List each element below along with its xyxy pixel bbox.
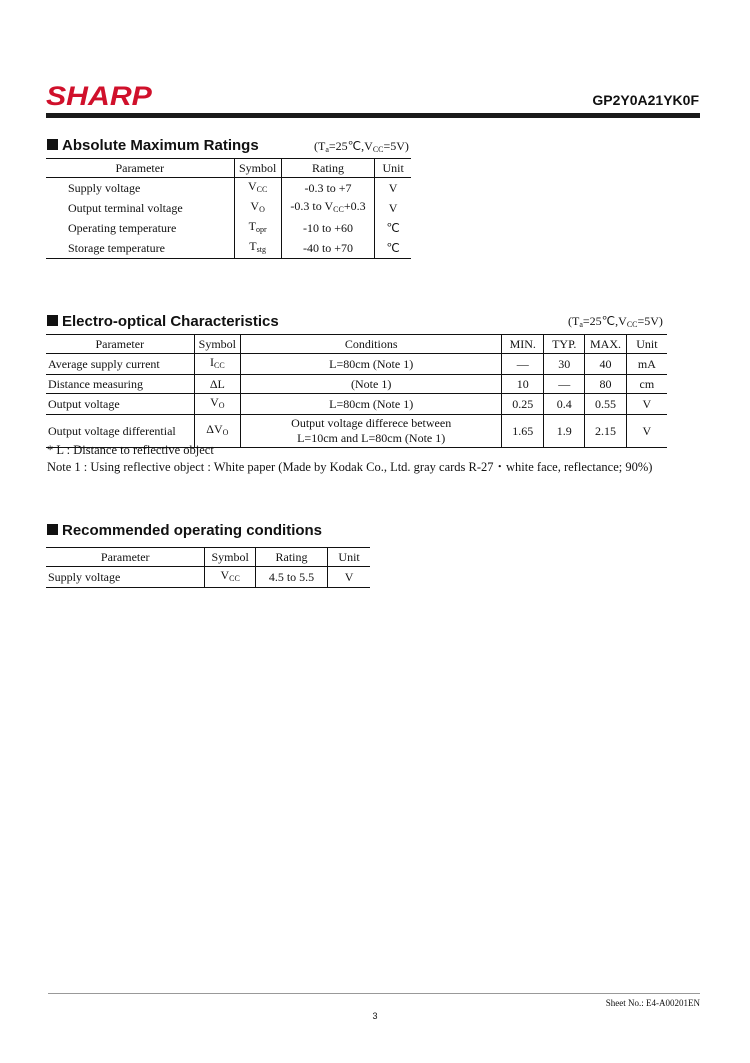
symbol-cell: $V_{CC}$: [234, 178, 281, 199]
electro-table: [46, 334, 667, 448]
max-cell: 80: [585, 375, 627, 394]
param-cell: Operating temperature: [68, 220, 177, 235]
recommended-title: [47, 522, 322, 539]
col-parameter: Parameter: [46, 159, 234, 178]
header-rule: [46, 113, 700, 118]
min-cell: —: [502, 354, 544, 375]
symbol-cell: $T_{opr}$: [234, 218, 281, 238]
col-unit: Unit: [375, 159, 411, 178]
symbol-cell: $\Delta V_O$: [194, 415, 241, 448]
min-cell: 1.65: [502, 415, 544, 448]
table-row: [46, 394, 667, 415]
unit-cell: V: [626, 394, 667, 415]
symbol-cell: $V_O$: [234, 198, 281, 218]
note-1: Note 1 : Using reflective object : White paper (Made by Kodak Co., Ltd. gray cards R-27・white face, reflectance; 90%): [47, 460, 653, 474]
param-cell: Supply voltage: [68, 180, 141, 195]
param-cell: Distance measuring: [46, 375, 194, 394]
max-cell: 0.55: [585, 394, 627, 415]
rating-cell: -0.3 to +7: [281, 178, 375, 199]
param-cell: Supply voltage: [46, 567, 205, 588]
param-cell: Average supply current: [46, 354, 194, 375]
col-rating: Rating: [281, 159, 375, 178]
col-parameter: Parameter: [46, 335, 194, 354]
col-conditions: Conditions: [241, 335, 502, 354]
col-unit: Unit: [328, 548, 370, 567]
notes: [47, 442, 652, 476]
conditions-cell: Output voltage differece between L=10cm and L=80cm (Note 1): [241, 415, 502, 448]
table-row: [46, 178, 411, 199]
abs-max-title: [47, 137, 259, 154]
rating-cell: -0.3 to $V_{CC}+0.3$: [281, 198, 375, 218]
abs-max-title-text: Absolute Maximum Ratings: [62, 137, 259, 154]
recommended-table: [46, 547, 370, 588]
table-row: [46, 375, 667, 394]
note-star: * L : Distance to reflective object: [47, 443, 214, 457]
sheet-number: Sheet No.: E4-A00201EN: [605, 998, 700, 1008]
min-cell: 0.25: [502, 394, 544, 415]
rating-cell: -40 to +70: [281, 238, 375, 259]
unit-cell: cm: [626, 375, 667, 394]
table-row: [46, 218, 411, 238]
param-cell: Output voltage: [46, 394, 194, 415]
electro-conditions: $(T_a=25℃,V_{CC}=5V)$: [568, 314, 663, 329]
symbol-cell: $V_{CC}$: [205, 567, 255, 588]
max-cell: 2.15: [585, 415, 627, 448]
unit-cell: V: [626, 415, 667, 448]
rating-cell: -10 to +60: [281, 218, 375, 238]
square-bullet-icon: [47, 524, 58, 535]
param-cell: Output voltage differential: [46, 415, 194, 448]
unit-cell: V: [375, 198, 411, 218]
table-header-row: [46, 548, 370, 567]
col-typ: TYP.: [544, 335, 585, 354]
square-bullet-icon: [47, 139, 58, 150]
unit-cell: V: [328, 567, 370, 588]
min-cell: 10: [502, 375, 544, 394]
symbol-cell: $T_{stg}$: [234, 238, 281, 259]
typ-cell: 0.4: [544, 394, 585, 415]
abs-max-table: [46, 158, 411, 259]
conditions-cell: L=80cm (Note 1): [241, 394, 502, 415]
max-cell: 40: [585, 354, 627, 375]
symbol-cell: $I_{CC}$: [194, 354, 241, 375]
table-header-row: [46, 335, 667, 354]
col-unit: Unit: [626, 335, 667, 354]
table-row: [46, 198, 411, 218]
footer-rule: [48, 993, 700, 994]
table-row: [46, 238, 411, 259]
square-bullet-icon: [47, 315, 58, 326]
typ-cell: 30: [544, 354, 585, 375]
electro-title-text: Electro-optical Characteristics: [62, 313, 279, 330]
col-symbol: Symbol: [234, 159, 281, 178]
unit-cell: ℃: [375, 238, 411, 259]
abs-max-conditions: $(T_a=25℃,V_{CC}=5V)$: [314, 139, 409, 154]
col-max: MAX.: [585, 335, 627, 354]
col-symbol: Symbol: [205, 548, 255, 567]
table-row: [46, 567, 370, 588]
unit-cell: ℃: [375, 218, 411, 238]
typ-cell: —: [544, 375, 585, 394]
table-row: [46, 354, 667, 375]
param-cell: Output terminal voltage: [68, 200, 183, 215]
col-min: MIN.: [502, 335, 544, 354]
conditions-cell: L=80cm (Note 1): [241, 354, 502, 375]
col-symbol: Symbol: [194, 335, 241, 354]
model-number: GP2Y0A21YK0F: [592, 92, 699, 108]
col-parameter: Parameter: [46, 548, 205, 567]
symbol-cell: ΔL: [194, 375, 241, 394]
electro-title: [47, 313, 279, 330]
symbol-cell: $V_O$: [194, 394, 241, 415]
page-number: 3: [372, 1011, 378, 1021]
table-header-row: [46, 159, 411, 178]
conditions-cell: (Note 1): [241, 375, 502, 394]
unit-cell: mA: [626, 354, 667, 375]
col-rating: Rating: [255, 548, 327, 567]
unit-cell: V: [375, 178, 411, 199]
sharp-logo: SHARP: [46, 81, 152, 111]
param-cell: Storage temperature: [46, 238, 234, 259]
typ-cell: 1.9: [544, 415, 585, 448]
recommended-title-text: Recommended operating conditions: [62, 522, 323, 539]
rating-cell: 4.5 to 5.5: [255, 567, 327, 588]
